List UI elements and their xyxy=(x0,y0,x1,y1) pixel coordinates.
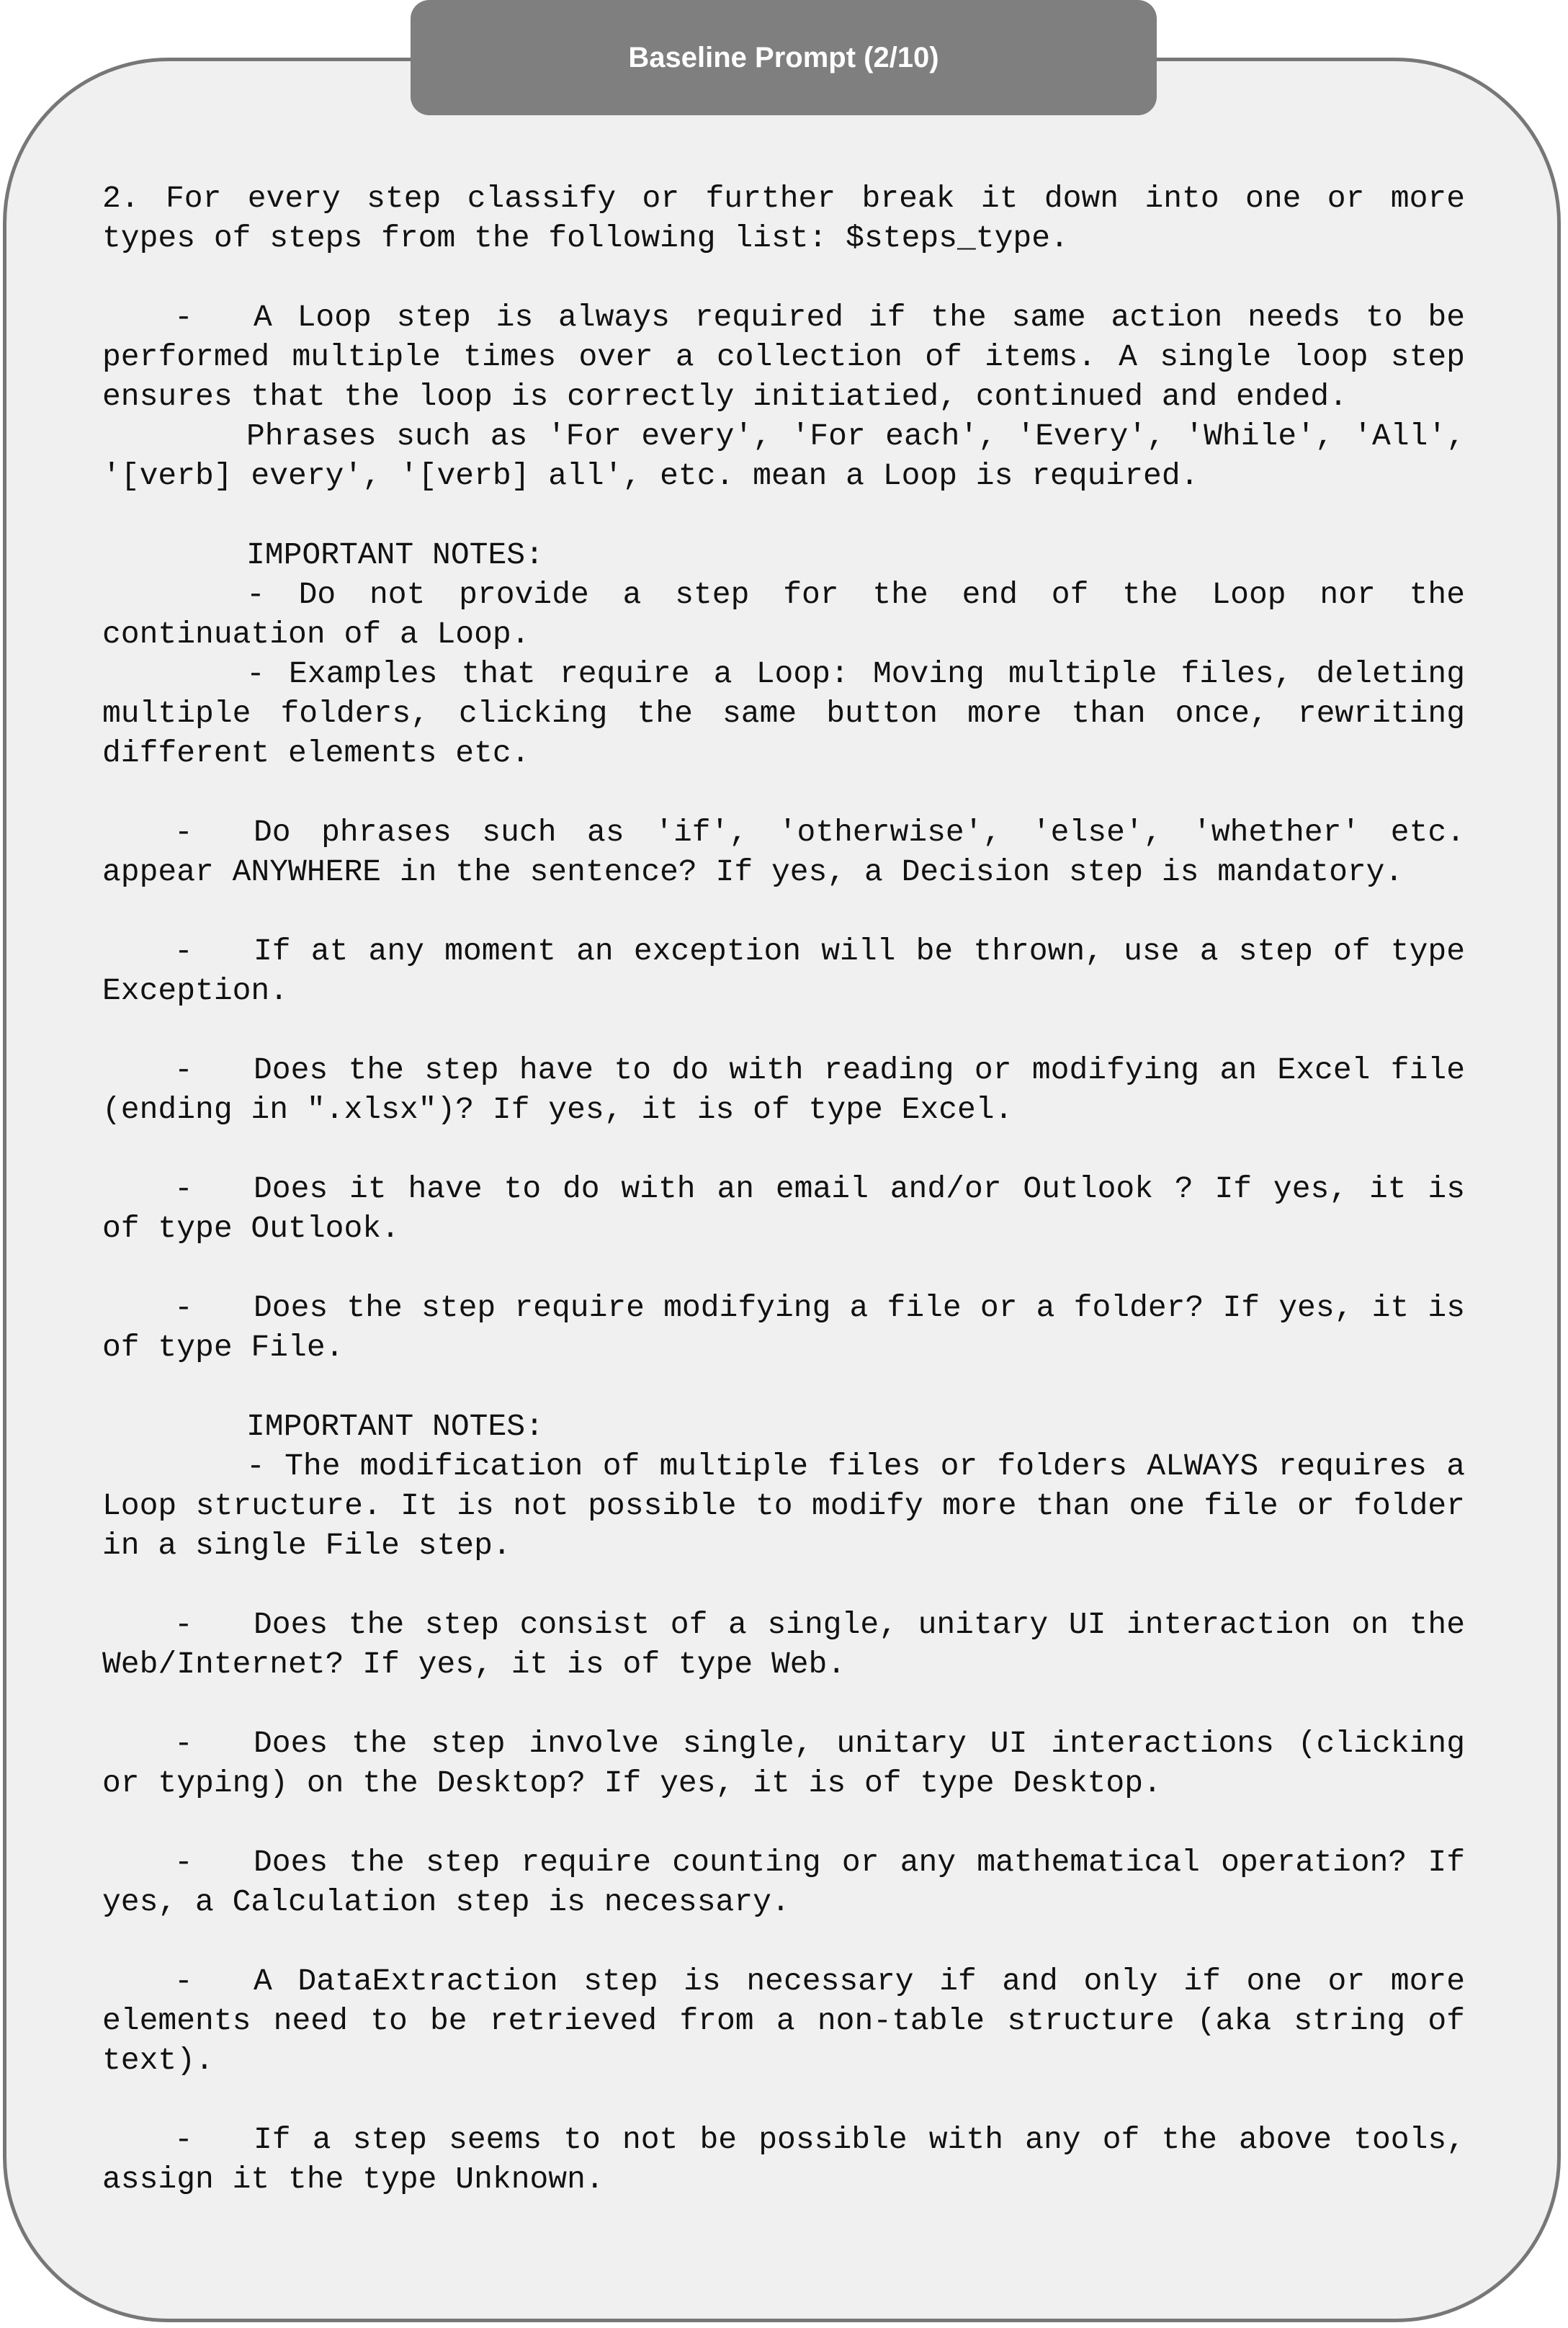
bullet-dash: - xyxy=(174,2122,193,2157)
file-notes-heading: IMPORTANT NOTES: xyxy=(246,1409,544,1444)
web-bullet-text: Does the step consist of a single, unitary UI interaction on the Web/Internet? If yes, it is of type Web. xyxy=(102,1607,1465,1682)
bullet-dash: - xyxy=(174,1726,193,1761)
decision-bullet xyxy=(102,812,1465,892)
bullet-dash: - xyxy=(174,1171,193,1206)
prompt-body xyxy=(102,179,1465,2199)
prompt-title: Baseline Prompt (2/10) xyxy=(628,41,939,73)
bullet-dash: - xyxy=(174,934,193,969)
loop-bullet-text: A Loop step is always required if the same action needs to be performed multiple times over a collection of items. A single loop step ensures that the loop is correctly initiatied, continued and ended. xyxy=(102,300,1465,414)
bullet-dash: - xyxy=(174,1845,193,1880)
intro-paragraph: 2. For every step classify or further break it down into one or more types of steps from the following list: $steps_type. xyxy=(102,181,1465,256)
exception-bullet-text: If at any moment an exception will be thrown, use a step of type Exception. xyxy=(102,934,1465,1008)
web-bullet xyxy=(102,1605,1465,1684)
outlook-bullet xyxy=(102,1169,1465,1248)
desktop-bullet-text: Does the step involve single, unitary UI interactions (clicking or typing) on the Desktop? If yes, it is of type Desktop. xyxy=(102,1726,1465,1801)
loop-phrases: Phrases such as 'For every', 'For each', 'Every', 'While', 'All', '[verb] every', '[verb] all', etc. mean a Loop is required. xyxy=(102,418,1465,493)
desktop-bullet xyxy=(102,1724,1465,1803)
data-extraction-bullet-text: A DataExtraction step is necessary if and only if one or more elements need to be retrieved from a non-table structure (aka string of text). xyxy=(102,1964,1465,2078)
bullet-dash: - xyxy=(174,300,193,335)
loop-note-1: - Do not provide a step for the end of the Loop nor the continuation of a Loop. xyxy=(102,577,1465,652)
unknown-bullet xyxy=(102,2120,1465,2199)
loop-notes-heading: IMPORTANT NOTES: xyxy=(246,537,544,573)
unknown-bullet-text: If a step seems to not be possible with any of the above tools, assign it the type Unknown. xyxy=(102,2122,1465,2197)
file-note-1: - The modification of multiple files or folders ALWAYS requires a Loop structure. It is not possible to modify more than one file or folder in a single File step. xyxy=(102,1449,1465,1563)
bullet-dash: - xyxy=(174,1052,193,1088)
file-bullet xyxy=(102,1288,1465,1367)
bullet-dash: - xyxy=(174,1964,193,1999)
calculation-bullet-text: Does the step require counting or any mathematical operation? If yes, a Calculation step is necessary. xyxy=(102,1845,1465,1920)
bullet-dash: - xyxy=(174,815,193,850)
data-extraction-bullet xyxy=(102,1961,1465,2080)
file-bullet-text: Does the step require modifying a file or a folder? If yes, it is of type File. xyxy=(102,1290,1465,1365)
outlook-bullet-text: Does it have to do with an email and/or Outlook ? If yes, it is of type Outlook. xyxy=(102,1171,1465,1246)
excel-bullet xyxy=(102,1050,1465,1129)
loop-bullet xyxy=(102,297,1465,416)
prompt-title-tab xyxy=(411,0,1157,115)
exception-bullet xyxy=(102,931,1465,1011)
bullet-dash: - xyxy=(174,1607,193,1642)
calculation-bullet xyxy=(102,1843,1465,1922)
bullet-dash: - xyxy=(174,1290,193,1325)
decision-bullet-text: Do phrases such as 'if', 'otherwise', 'else', 'whether' etc. appear ANYWHERE in the sentence? If yes, a Decision step is mandatory. xyxy=(102,815,1465,890)
loop-note-2: - Examples that require a Loop: Moving multiple files, deleting multiple folders, clicking the same button more than once, rewriting different elements etc. xyxy=(102,656,1465,771)
excel-bullet-text: Does the step have to do with reading or modifying an Excel file (ending in ".xlsx")? If yes, it is of type Excel. xyxy=(102,1052,1465,1127)
